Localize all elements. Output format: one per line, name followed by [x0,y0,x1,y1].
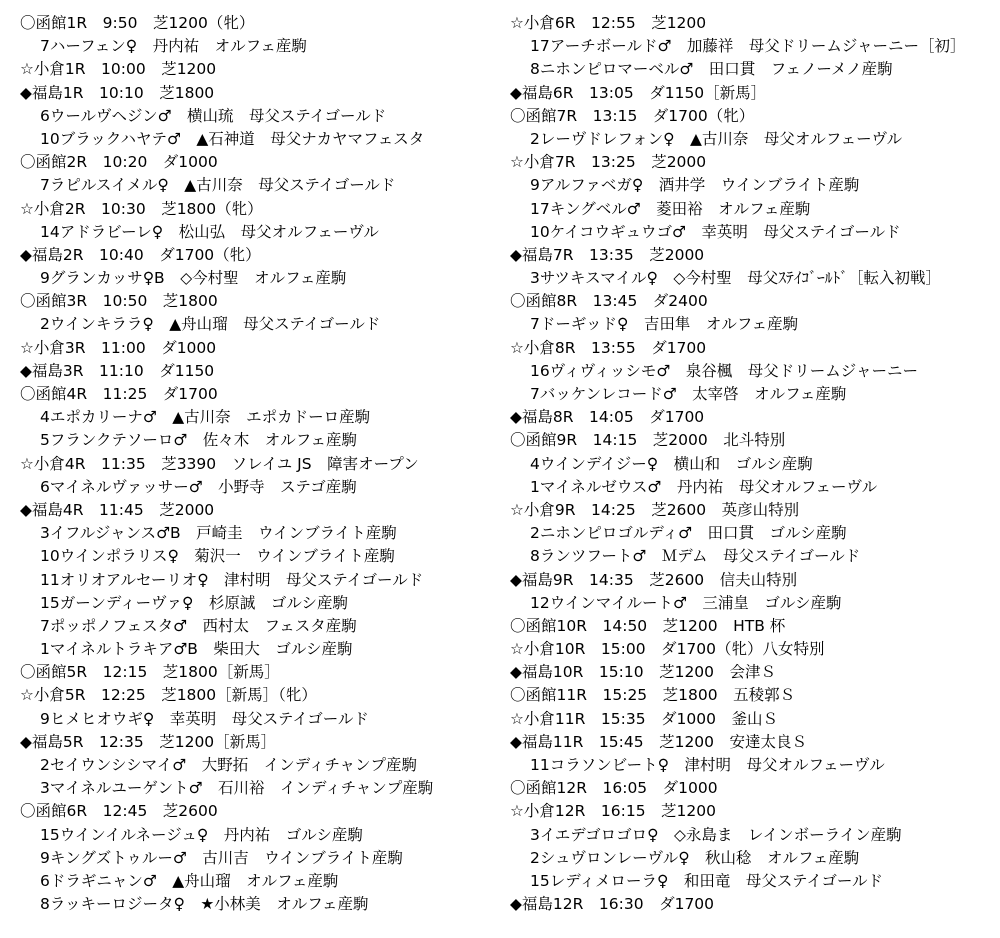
race-header: 〇函館11R 15:25 芝1800 五稜郭Ｓ [510,686,796,705]
horse-entry: 2ウインキララ♀ ▲舟山瑠 母父ステイゴールド [40,315,381,334]
horse-entry: 11オリオアルセーリオ♀ 津村明 母父ステイゴールド [40,570,424,589]
race-header: ◆福島7R 13:35 芝2000 [510,245,705,264]
horse-entry: 15ガーンディーヴァ♀ 杉原誠 ゴルシ産駒 [40,593,348,612]
horse-entry: 10ブラックハヤテ♂ ▲石神道 母父ナカヤマフェスタ [40,129,425,148]
horse-entry: 3イエデゴロゴロ♀ ◇永島ま レインボーライン産駒 [530,825,902,844]
horse-entry: 17アーチボールド♂ 加藤祥 母父ドリームジャーニー［初］ [530,37,966,56]
horse-entry: 3サツキスマイル♀ ◇今村聖 母父ｽﾃｲｺﾞｰﾙﾄﾞ［転入初戦］ [530,269,942,288]
horse-entry: 9グランカッサ♀B ◇今村聖 オルフェ産駒 [40,269,347,288]
race-header: ☆小倉2R 10:30 芝1800（牝） [20,199,263,218]
race-header: ◆福島12R 16:30 ダ1700 [510,895,715,914]
horse-entry: 16ヴィヴィッシモ♂ 泉谷楓 母父ドリームジャーニー [530,361,918,380]
race-header: 〇函館7R 13:15 ダ1700（牝） [510,106,755,125]
horse-entry: 14アドラビーレ♀ 松山弘 母父オルフェーヴル [40,222,379,241]
horse-entry: 8ランツフート♂ Ｍデム 母父ステイゴールド [530,547,861,566]
horse-entry: 6ウールヴヘジン♂ 横山琉 母父ステイゴールド [40,106,387,125]
horse-entry: 8ラッキーロジータ♀ ★小林美 オルフェ産駒 [40,895,369,914]
horse-entry: 4エポカリーナ♂ ▲古川奈 エポカドーロ産駒 [40,408,371,427]
horse-entry: 6ドラギニャン♂ ▲舟山瑠 オルフェ産駒 [40,871,339,890]
horse-entry: 1マイネルゼウス♂ 丹内祐 母父オルフェーヴル [530,477,878,496]
horse-entry: 7ハーフェン♀ 丹内祐 オルフェ産駒 [40,37,307,56]
race-header: ☆小倉6R 12:55 芝1200 [510,14,707,32]
race-header: 〇函館8R 13:45 ダ2400 [510,292,708,311]
horse-entry: 3マイネルユーゲント♂ 石川裕 インディチャンプ産駒 [40,779,434,798]
race-header: ◆福島6R 13:05 ダ1150［新馬］ [510,83,767,102]
race-header: 〇函館2R 10:20 ダ1000 [20,153,218,172]
horse-entry: 2レーヴドレフォン♀ ▲古川奈 母父オルフェーヴル [530,129,903,148]
horse-entry: 7ドーギッド♀ 吉田隼 オルフェ産駒 [530,315,799,334]
race-header: ◆福島1R 10:10 芝1800 [20,83,215,102]
race-header: ☆小倉7R 13:25 芝2000 [510,153,707,172]
race-header: 〇函館3R 10:50 芝1800 [20,292,218,311]
horse-entry: 4ウインデイジー♀ 横山和 ゴルシ産駒 [530,454,813,473]
horse-entry: 10ウインポラリス♀ 菊沢一 ウインブライト産駒 [40,547,395,566]
horse-entry: 7バッケンレコード♂ 太宰啓 オルフェ産駒 [530,385,847,403]
race-header: ☆小倉9R 14:25 芝2600 英彦山特別 [510,500,800,519]
race-header: ☆小倉8R 13:55 ダ1700 [510,338,707,357]
race-header: 〇函館5R 12:15 芝1800［新馬］ [20,663,280,682]
race-header: ◆福島4R 11:45 芝2000 [20,500,215,519]
horse-entry: 15レディメローラ♀ 和田竜 母父ステイゴールド [530,871,884,890]
horse-entry: 1マイネルトラキア♂B 柴田大 ゴルシ産駒 [40,640,353,659]
left-column [20,12,500,916]
race-header: 〇函館4R 11:25 ダ1700 [20,385,218,403]
horse-entry: 11コラソンビート♀ 津村明 母父オルフェーヴル [530,756,885,774]
race-header: ☆小倉10R 15:00 ダ1700（牝）八女特別 [510,640,825,659]
race-header: ◆福島3R 11:10 ダ1150 [20,361,215,380]
horse-entry: 12ウインマイルート♂ 三浦皇 ゴルシ産駒 [530,593,842,612]
horse-entry: 2ニホンピロゴルディ♂ 田口貫 ゴルシ産駒 [530,524,847,543]
race-header: ☆小倉3R 11:00 ダ1000 [20,338,217,357]
horse-entry: 2セイウンシシマイ♂ 大野拓 インディチャンプ産駒 [40,756,418,774]
race-header: ☆小倉1R 10:00 芝1200 [20,60,217,79]
race-header: 〇函館6R 12:45 芝2600 [20,802,218,821]
horse-entry: 3イフルジャンス♂B 戸崎圭 ウインブライト産駒 [40,524,397,543]
horse-entry: 8ニホンピロマーベル♂ 田口貫 フェノーメノ産駒 [530,60,893,79]
right-column [510,12,998,916]
race-header: ◆福島10R 15:10 芝1200 会津Ｓ [510,663,777,682]
race-header: 〇函館10R 14:50 芝1200 HTB 杯 [510,616,786,635]
horse-entry: 6マイネルヴァッサー♂ 小野寺 ステゴ産駒 [40,477,357,496]
horse-entry: 5フランクテソーロ♂ 佐々木 オルフェ産駒 [40,431,358,450]
race-header: 〇函館1R 9:50 芝1200（牝） [20,14,255,32]
race-header: ☆小倉4R 11:35 芝3390 ソレイユ JS 障害オープン [20,454,419,473]
horse-entry: 9キングズトゥルー♂ 古川吉 ウインブライト産駒 [40,848,403,867]
race-header: ☆小倉11R 15:35 ダ1000 釜山Ｓ [510,709,779,728]
horse-entry: 7ポッポノフェスタ♂ 西村太 フェスタ産駒 [40,616,357,635]
horse-entry: 9ヒメヒオウギ♀ 幸英明 母父ステイゴールド [40,709,369,728]
race-header: ◆福島2R 10:40 ダ1700（牝） [20,245,261,264]
horse-entry: 7ラピルスイメル♀ ▲古川奈 母父ステイゴールド [40,176,396,195]
race-header: ◆福島8R 14:05 ダ1700 [510,408,705,427]
race-header: 〇函館9R 14:15 芝2000 北斗特別 [510,431,786,450]
race-header: ◆福島5R 12:35 芝1200［新馬］ [20,732,277,751]
horse-entry: 2シュヴロンレーヴル♀ 秋山稔 オルフェ産駒 [530,848,860,867]
horse-entry: 15ウインイルネージュ♀ 丹内祐 ゴルシ産駒 [40,825,363,844]
race-header: ☆小倉12R 16:15 芝1200 [510,802,717,821]
race-header: 〇函館12R 16:05 ダ1000 [510,779,718,798]
horse-entry: 17キングベル♂ 菱田裕 オルフェ産駒 [530,199,811,218]
race-header: ☆小倉5R 12:25 芝1800［新馬］（牝） [20,686,317,705]
horse-entry: 9アルファベガ♀ 酒井学 ウインブライト産駒 [530,176,860,195]
race-header: ◆福島11R 15:45 芝1200 安達太良Ｓ [510,732,808,751]
horse-entry: 10ケイコウギュウゴ♂ 幸英明 母父ステイゴールド [530,222,901,241]
race-header: ◆福島9R 14:35 芝2600 信夫山特別 [510,570,798,589]
